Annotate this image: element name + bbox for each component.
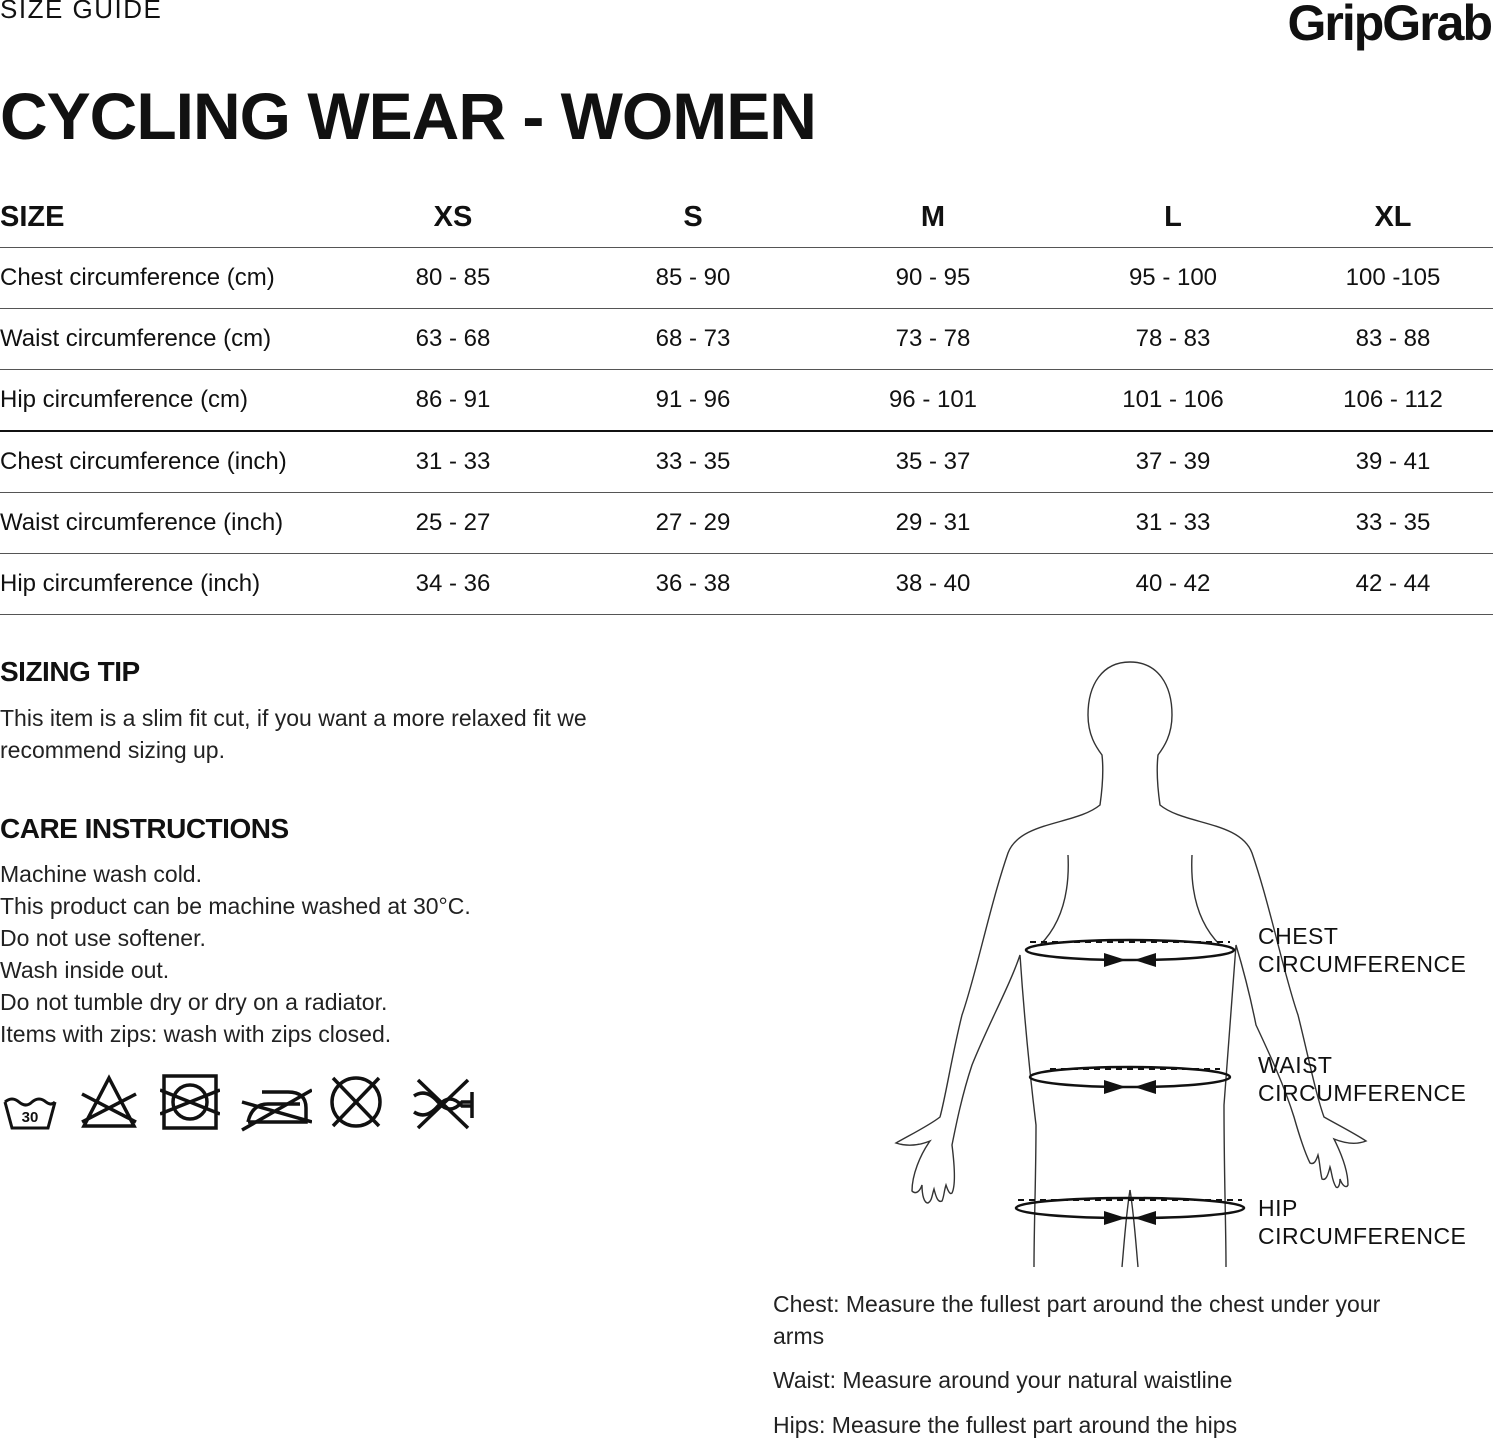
do-not-tumble-dry-icon bbox=[160, 1072, 220, 1132]
care-line: Wash inside out. bbox=[0, 957, 170, 983]
table-cell: 29 - 31 bbox=[813, 493, 1053, 554]
table-row bbox=[0, 370, 1493, 432]
care-line: Items with zips: wash with zips closed. bbox=[0, 1021, 392, 1047]
chest-circumference-label bbox=[1258, 922, 1466, 978]
table-cell: 36 - 38 bbox=[573, 554, 813, 615]
table-cell: 35 - 37 bbox=[813, 431, 1053, 493]
table-cell: 68 - 73 bbox=[573, 309, 813, 370]
sizing-tip-heading: SIZING TIP bbox=[0, 656, 140, 687]
row-label: Hip circumference (inch) bbox=[0, 554, 333, 615]
wash-temperature: 30 bbox=[21, 1109, 39, 1126]
do-not-iron-icon bbox=[240, 1072, 312, 1132]
label-line: CIRCUMFERENCE bbox=[1258, 951, 1467, 977]
do-not-bleach-icon bbox=[80, 1072, 138, 1132]
table-row bbox=[0, 431, 1493, 493]
table-cell: 95 - 100 bbox=[1053, 248, 1293, 309]
care-line: This product can be machine washed at 30°C. bbox=[0, 893, 471, 919]
table-cell: 80 - 85 bbox=[333, 248, 573, 309]
table-cell: 38 - 40 bbox=[813, 554, 1053, 615]
table-cell: 106 - 112 bbox=[1293, 370, 1493, 432]
wash-30-icon bbox=[2, 1072, 58, 1132]
label-line: HIP bbox=[1258, 1195, 1298, 1221]
table-row bbox=[0, 554, 1493, 615]
table-cell: 96 - 101 bbox=[813, 370, 1053, 432]
table-row bbox=[0, 248, 1493, 309]
table-cell: 90 - 95 bbox=[813, 248, 1053, 309]
hips-measure-note: Hips: Measure the fullest part around the hips bbox=[773, 1412, 1238, 1438]
care-line: Do not tumble dry or dry on a radiator. bbox=[0, 989, 388, 1015]
row-label: Chest circumference (cm) bbox=[0, 248, 333, 309]
table-cell: 33 - 35 bbox=[573, 431, 813, 493]
column-header-s: S bbox=[573, 188, 813, 248]
table-cell: 39 - 41 bbox=[1293, 431, 1493, 493]
table-cell: 63 - 68 bbox=[333, 309, 573, 370]
column-header-xl: XL bbox=[1293, 188, 1493, 248]
note-line: Chest: Measure the fullest part around the chest under your bbox=[773, 1291, 1381, 1317]
table-cell: 31 - 33 bbox=[333, 431, 573, 493]
care-instructions-text bbox=[0, 858, 471, 1050]
label-line: CIRCUMFERENCE bbox=[1258, 1223, 1467, 1249]
row-label: Waist circumference (inch) bbox=[0, 493, 333, 554]
eyebrow-label: SIZE GUIDE bbox=[0, 0, 163, 24]
column-header-xs: XS bbox=[333, 188, 573, 248]
chest-measure-note bbox=[773, 1288, 1488, 1352]
table-cell: 100 -105 bbox=[1293, 248, 1493, 309]
table-header-row bbox=[0, 188, 1493, 248]
table-cell: 31 - 33 bbox=[1053, 493, 1293, 554]
table-cell: 37 - 39 bbox=[1053, 431, 1293, 493]
chest-measure-line bbox=[1026, 940, 1234, 967]
label-line: CHEST bbox=[1258, 923, 1339, 949]
table-cell: 91 - 96 bbox=[573, 370, 813, 432]
table-cell: 34 - 36 bbox=[333, 554, 573, 615]
table-cell: 83 - 88 bbox=[1293, 309, 1493, 370]
sizing-tip-text bbox=[0, 702, 587, 766]
column-header-size: SIZE bbox=[0, 188, 333, 248]
table-cell: 42 - 44 bbox=[1293, 554, 1493, 615]
table-cell: 73 - 78 bbox=[813, 309, 1053, 370]
waist-measure-line bbox=[1030, 1067, 1230, 1094]
hip-circumference-label bbox=[1258, 1194, 1466, 1250]
row-label: Waist circumference (cm) bbox=[0, 309, 333, 370]
table-cell: 86 - 91 bbox=[333, 370, 573, 432]
brand-logo: GripGrab bbox=[1287, 0, 1491, 51]
row-label: Chest circumference (inch) bbox=[0, 431, 333, 493]
note-line: arms bbox=[773, 1323, 825, 1349]
waist-circumference-label bbox=[1258, 1051, 1466, 1107]
table-row bbox=[0, 309, 1493, 370]
table-cell: 85 - 90 bbox=[573, 248, 813, 309]
column-header-m: M bbox=[813, 188, 1053, 248]
column-header-l: L bbox=[1053, 188, 1293, 248]
sizing-tip-line: This item is a slim fit cut, if you want a more relaxed fit we bbox=[0, 705, 587, 731]
page-title: CYCLING WEAR - WOMEN bbox=[0, 79, 816, 153]
label-line: WAIST bbox=[1258, 1052, 1333, 1078]
waist-measure-note: Waist: Measure around your natural waistline bbox=[773, 1367, 1233, 1393]
table-cell: 25 - 27 bbox=[333, 493, 573, 554]
table-cell: 40 - 42 bbox=[1053, 554, 1293, 615]
table-cell: 101 - 106 bbox=[1053, 370, 1293, 432]
table-cell: 33 - 35 bbox=[1293, 493, 1493, 554]
care-instructions-heading: CARE INSTRUCTIONS bbox=[0, 813, 289, 844]
table-cell: 78 - 83 bbox=[1053, 309, 1293, 370]
hip-measure-line bbox=[1016, 1198, 1244, 1225]
do-not-wring-icon bbox=[410, 1072, 476, 1132]
table-row bbox=[0, 493, 1493, 554]
do-not-dry-clean-icon bbox=[327, 1072, 385, 1132]
care-icons bbox=[0, 1072, 500, 1142]
size-table bbox=[0, 188, 1493, 615]
table-cell: 27 - 29 bbox=[573, 493, 813, 554]
care-line: Machine wash cold. bbox=[0, 861, 202, 887]
row-label: Hip circumference (cm) bbox=[0, 370, 333, 432]
care-line: Do not use softener. bbox=[0, 925, 206, 951]
sizing-tip-line: recommend sizing up. bbox=[0, 737, 225, 763]
label-line: CIRCUMFERENCE bbox=[1258, 1080, 1467, 1106]
